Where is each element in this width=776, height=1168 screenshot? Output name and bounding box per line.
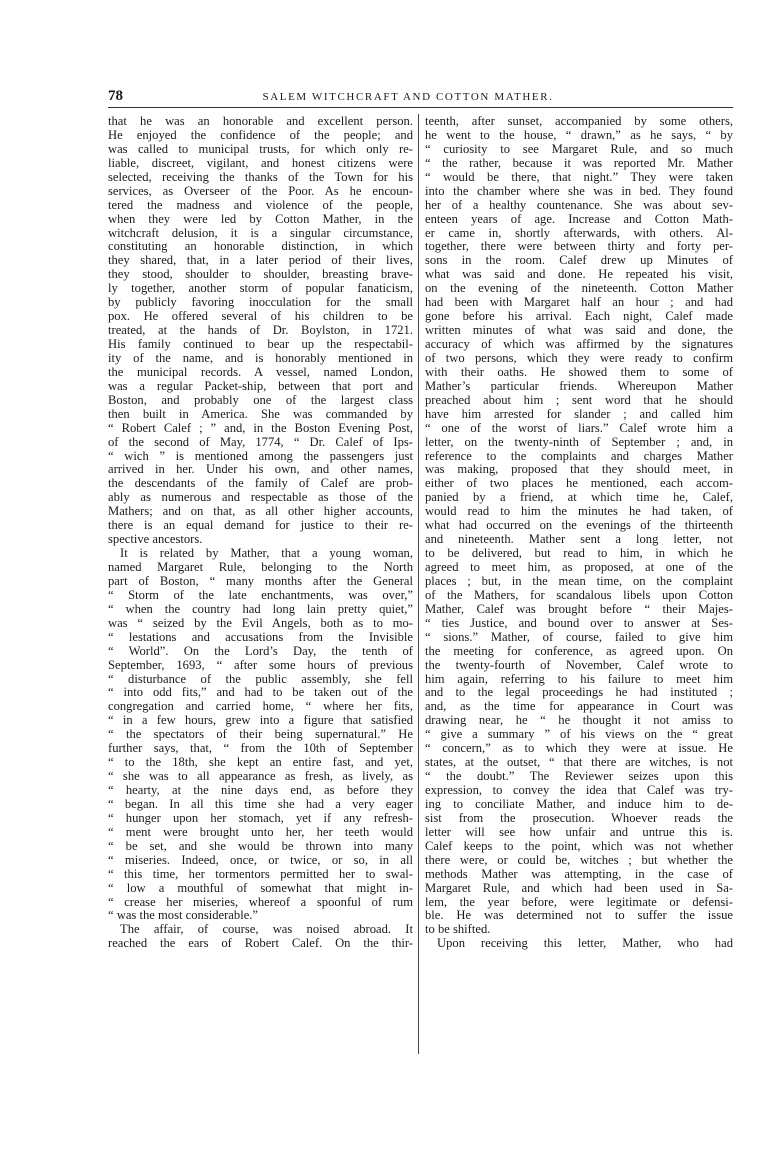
text-line: er came in, shortly afterwards, with others. Al-	[425, 226, 733, 240]
text-line: either of two places he mentioned, each accom-	[425, 477, 733, 491]
text-line: “ crease her miseries, whereof a spoonful of rum	[108, 895, 413, 909]
text-line: states, at the outset, “ that there are witches, is not	[425, 756, 733, 770]
text-line: “ curiosity to see Margaret Rule, and so much	[425, 142, 733, 156]
text-line: “ Robert Calef ; ” and, in the Boston Evening Post,	[108, 421, 413, 435]
text-line: drawing near, he “ he thought it not amiss to	[425, 714, 733, 728]
text-line: witchcraft delusion, it is a singular circumstance,	[108, 226, 413, 240]
text-line: reached the ears of Robert Calef. On the thir-	[108, 937, 413, 951]
text-line: pox. He offered several of his children to be	[108, 310, 413, 324]
text-line: and to the legal proceedings he had instituted ;	[425, 686, 733, 700]
text-line: “ this time, her tormentors permitted her to swal-	[108, 867, 413, 881]
text-line: that he was an honorable and excellent person.	[108, 115, 413, 128]
text-line: constituting an honorable distinction, in which	[108, 240, 413, 254]
text-line: selected, receiving the thanks of the Town for his	[108, 170, 413, 184]
text-line: “ wich ” is mentioned among the passengers just	[108, 449, 413, 463]
text-line: named Margaret Rule, belonging to the North	[108, 561, 413, 574]
text-line: written minutes of what was said and done, the	[425, 324, 733, 338]
text-line: sist from the prosecution. Whoever reads the	[425, 811, 733, 825]
text-line: Calef keeps to the point, which was not whether	[425, 839, 733, 853]
text-line: the descendants of the family of Calef are prob-	[108, 477, 413, 491]
text-line: “ to the 18th, she kept an entire fast, and yet,	[108, 756, 413, 770]
text-line: treated, at the hands of Dr. Boylston, in 1721.	[108, 324, 413, 338]
text-line: gone before his arrival. Each night, Calef made	[425, 310, 733, 324]
text-line: “ lestations and accusations from the Invisible	[108, 630, 413, 644]
text-line: “ hearty, at the nine days end, as before they	[108, 784, 413, 797]
text-line: ing to conciliate Mather, and induce him to de-	[425, 797, 733, 811]
text-line: what had occurred on the evenings of the thirteenth	[425, 519, 733, 533]
text-line: and, as the time for appearance in Court was	[425, 700, 733, 714]
text-line: He enjoyed the confidence of the people; and	[108, 128, 413, 142]
text-line: His family continued to bear up the respectabil-	[108, 338, 413, 351]
text-line: him again, referring to his failure to meet him	[425, 672, 733, 686]
text-line: places ; but, in the mean time, on the complaint	[425, 574, 733, 588]
text-line: part of Boston, “ many months after the General	[108, 574, 413, 588]
text-line: he went to the house, “ drawn,” as he says, “ by	[425, 128, 733, 142]
left-column	[108, 115, 413, 951]
text-line: and nineteenth. Mather sent a long letter, not	[425, 533, 733, 547]
text-line: “ when the country had long lain pretty quiet,”	[108, 602, 413, 616]
text-line: The affair, of course, was noised abroad. It	[120, 923, 413, 937]
text-line: letter, on the twenty-ninth of September ; and, in	[425, 435, 733, 449]
text-line: they shared, that, in a later period of their lives,	[108, 254, 413, 268]
header-rule	[108, 107, 733, 108]
text-line: of the Mathers, for scandalous libels upon Cotton	[425, 588, 733, 602]
text-line: Upon receiving this letter, Mather, who had	[437, 937, 733, 951]
column-divider	[418, 114, 419, 1054]
text-line: “ concern,” as to which they were at issue. He	[425, 742, 733, 756]
text-line: “ low a mouthful of somewhat that might in-	[108, 881, 413, 895]
text-line: agreed to meet him, as proposed, at one of the	[425, 561, 733, 574]
text-line: they stood, shoulder to shoulder, breasting brave-	[108, 268, 413, 282]
text-line: “ the doubt.” The Reviewer seizes upon this	[425, 770, 733, 784]
text-line: ly together, another storm of popular fanaticism,	[108, 282, 413, 296]
text-line: “ she was to all appearance as fresh, as lively, as	[108, 770, 413, 784]
text-line: on the evening of the nineteenth. Cotton Mather	[425, 282, 733, 296]
page-number: 78	[108, 88, 123, 104]
text-line: “ one of the worst of liars.” Calef wrote him a	[425, 421, 733, 435]
text-line: Boston, and probably one of the largest class	[108, 393, 413, 407]
text-line: teenth, after sunset, accompanied by some others,	[425, 115, 733, 128]
text-line: enteen years of age. Increase and Cotton Math-	[425, 212, 733, 226]
text-line: “ the rather, because it was reported Mr. Mather	[425, 156, 733, 170]
text-line: accuracy of which was affirmed by the signatures	[425, 338, 733, 351]
text-line: spective ancestors.	[108, 533, 203, 547]
text-line: “ be set, and she would be thrown into many	[108, 839, 413, 853]
text-line: “ World”. On the Lord’s Day, the tenth of	[108, 644, 413, 658]
text-line: “ ment were brought unto her, her teeth would	[108, 825, 413, 839]
text-line: would read to him the minutes he had taken, of	[425, 505, 733, 519]
text-line: arrived in her. Under his own, and other names,	[108, 463, 413, 477]
text-line: Mathers; and on that, as all other higher accounts,	[108, 505, 413, 519]
text-line: “ into odd fits,” and had to be taken out of the	[108, 686, 413, 700]
text-line: “ would be there, that night.” They were taken	[425, 170, 733, 184]
text-line: was making, proposed that they should meet, in	[425, 463, 733, 477]
text-line: letter will see how unfair and untrue this is.	[425, 825, 733, 839]
text-line: reference to the complaints and charges Mather	[425, 449, 733, 463]
text-line: “ ties Justice, and bound over to answer at Ses-	[425, 616, 733, 630]
text-line: liable, discreet, vigilant, and honest citizens were	[108, 156, 413, 170]
text-line: “ disturbance of the public assembly, she fell	[108, 672, 413, 686]
text-line: was “ seized by the Evil Angels, both as to mo-	[108, 616, 413, 630]
text-line: of two persons, which they were ready to confirm	[425, 351, 733, 365]
text-line: “ give a summary ” of his views on the “ great	[425, 728, 733, 742]
text-line: September, 1693, “ after some hours of previous	[108, 658, 413, 672]
text-line: with their oaths. He showed them to some of	[425, 365, 733, 379]
text-line: lem, the year before, were legitimate or defensi-	[425, 895, 733, 909]
text-line: “ sions.” Mather, of course, failed to give him	[425, 630, 733, 644]
text-line: “ began. In all this time she had a very eager	[108, 797, 413, 811]
text-line: “ was the most considerable.”	[108, 909, 259, 923]
text-line: sons in the room. Calef drew up Minutes of	[425, 254, 733, 268]
text-line: ity of the name, and is honorably mentioned in	[108, 351, 413, 365]
text-line: further says, that, “ from the 10th of September	[108, 742, 413, 756]
text-line: “ miseries. Indeed, once, or twice, or so, in all	[108, 853, 413, 867]
text-line: the meeting for conference, as agreed upon. On	[425, 644, 733, 658]
text-line: “ Storm of the late enchantments, was over,”	[108, 588, 413, 602]
text-line: have him arrested for slander ; and called him	[425, 407, 733, 421]
text-line: “ the spectators of their being supernatural.” He	[108, 728, 413, 742]
text-line: there were, or could be, witches ; but whether the	[425, 853, 733, 867]
text-line: to be delivered, but read to him, in which he	[425, 547, 733, 561]
text-line: “ hunger upon her stomach, yet if any refresh-	[108, 811, 413, 825]
running-title: SALEM WITCHCRAFT AND COTTON MATHER.	[262, 91, 554, 103]
text-line: by publicly favoring inocculation for the small	[108, 296, 413, 310]
text-line: together, there were between thirty and forty per-	[425, 240, 733, 254]
text-line: panied by a friend, at which time he, Calef,	[425, 491, 733, 505]
text-line: of the second of May, 1774, “ Dr. Calef of Ips-	[108, 435, 413, 449]
text-line: to be shifted.	[425, 923, 491, 937]
text-line: tered the madness and violence of the people,	[108, 198, 413, 212]
text-line: services, as Overseer of the Poor. As he encoun-	[108, 184, 413, 198]
text-line: the twenty-fourth of November, Calef wrote to	[425, 658, 733, 672]
text-line: Mather, Calef was brought before “ their Majes-	[425, 602, 733, 616]
text-line: methods Mather was attempting, in the case of	[425, 867, 733, 881]
text-line: Mather’s particular friends. Whereupon Mather	[425, 379, 733, 393]
text-line: expression, to convey the idea that Calef was try-	[425, 784, 733, 797]
text-line: preached about him ; sent word that he should	[425, 393, 733, 407]
text-line: had been with Margaret half an hour ; and had	[425, 296, 733, 310]
text-line: her of a healthy countenance. She was about sev-	[425, 198, 733, 212]
text-line: Margaret Rule, and which had been used in Sa-	[425, 881, 733, 895]
right-column	[425, 115, 733, 951]
text-line: when they were led by Cotton Mather, in the	[108, 212, 413, 226]
text-line: ably as numerous and respectable as those of the	[108, 491, 413, 505]
text-line: into the chamber where she was in bed. They found	[425, 184, 733, 198]
text-line: congregation and carried home, “ where her fits,	[108, 700, 413, 714]
text-line: It is related by Mather, that a young woman,	[120, 547, 413, 561]
text-line: “ in a few hours, grew into a figure that satisfied	[108, 714, 413, 728]
text-line: was a regular Packet-ship, between that port and	[108, 379, 413, 393]
text-line: what was said and done. He repeated his visit,	[425, 268, 733, 282]
text-line: ble. He was determined not to suffer the issue	[425, 909, 733, 923]
text-line: there is an equal demand for justice to their re-	[108, 519, 413, 533]
text-line: the municipal records. A vessel, named London,	[108, 365, 413, 379]
text-line: then built in America. She was commanded by	[108, 407, 413, 421]
text-line: was called to municipal trusts, for which only re-	[108, 142, 413, 156]
